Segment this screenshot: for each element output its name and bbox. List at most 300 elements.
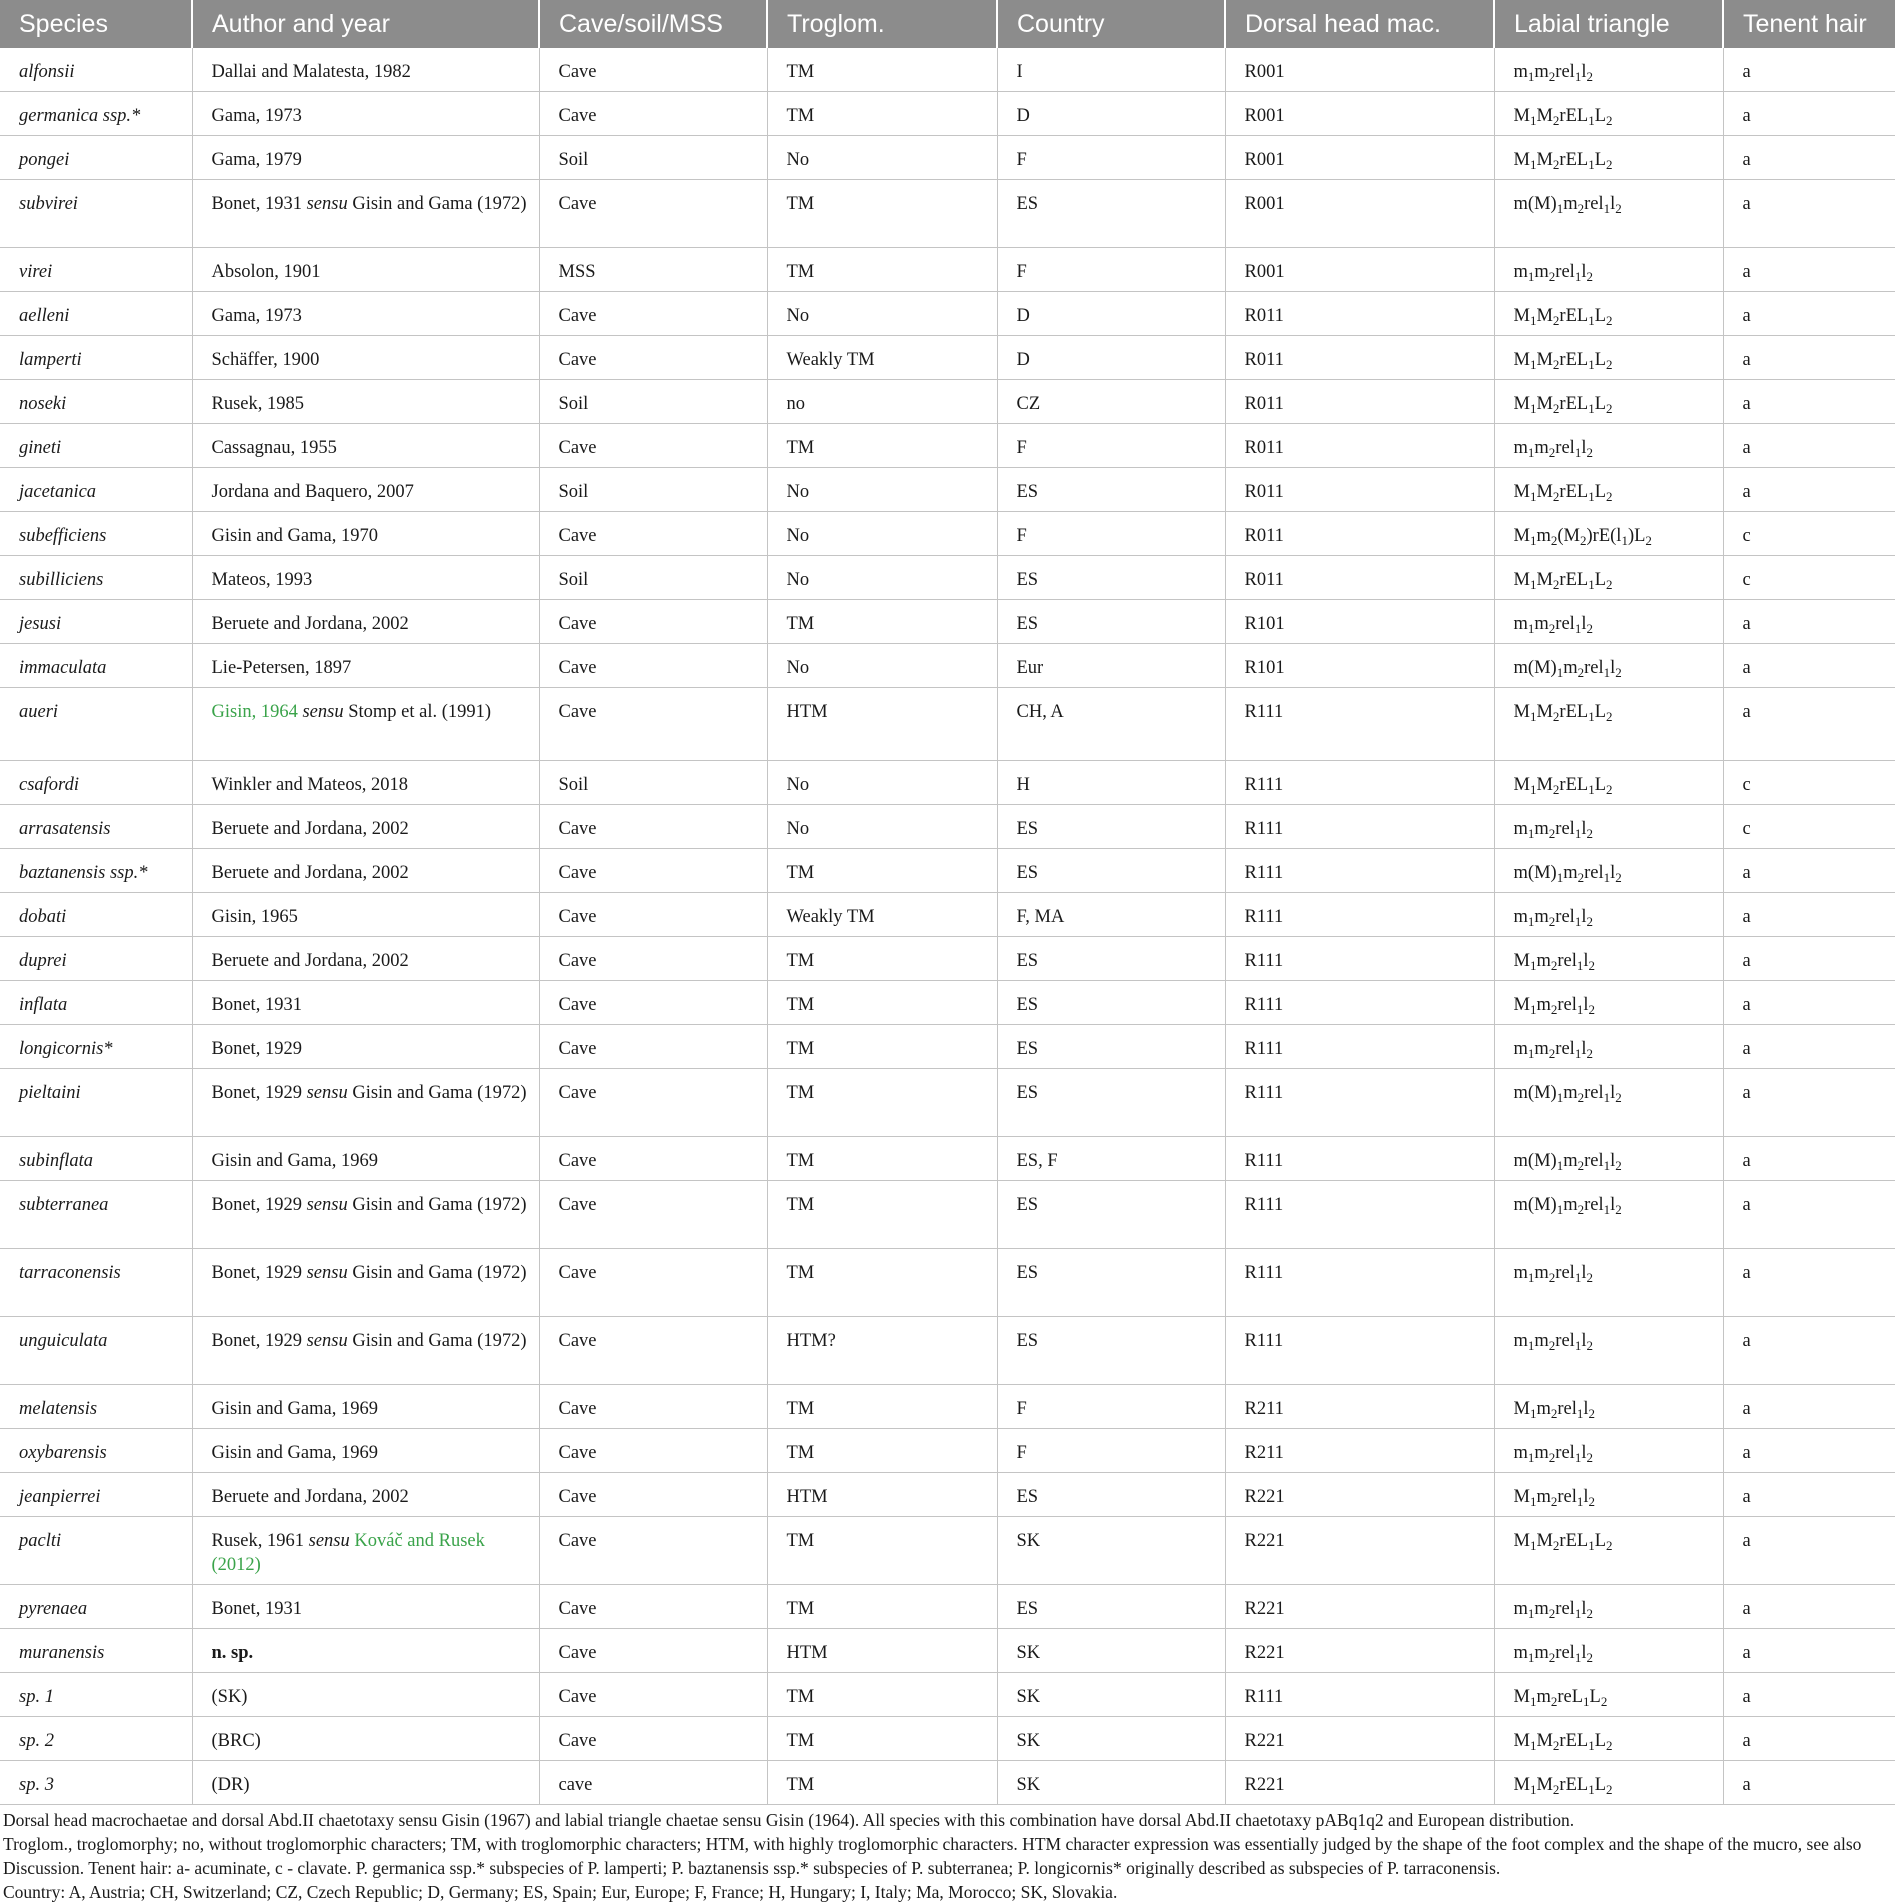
tenent-hair-cell: c xyxy=(1723,805,1895,849)
table-row xyxy=(0,1317,1895,1385)
country-cell: SK xyxy=(997,1629,1225,1673)
country-cell: SK xyxy=(997,1761,1225,1805)
author-year-cell: Bonet, 1931 xyxy=(192,981,539,1025)
table-row xyxy=(0,180,1895,248)
labial-triangle-cell: $M_1M_2rEL_1L_2$ xyxy=(1494,761,1723,805)
troglomorphy-cell: TM xyxy=(767,424,997,468)
species-cell: aelleni xyxy=(0,292,192,336)
country-cell: ES xyxy=(997,1317,1225,1385)
habitat-cell: Cave xyxy=(539,849,767,893)
habitat-cell: Cave xyxy=(539,1025,767,1069)
labial-triangle-cell: $m_1m_2rel_1l_2$ xyxy=(1494,1429,1723,1473)
author-year-cell: Gama, 1973 xyxy=(192,292,539,336)
habitat-cell: Cave xyxy=(539,805,767,849)
table-row xyxy=(0,1473,1895,1517)
author-year-cell: Rusek, 1961 sensu Kováč and Rusek (2012) xyxy=(192,1517,539,1585)
troglomorphy-cell: TM xyxy=(767,600,997,644)
dorsal-head-mac-cell: R111 xyxy=(1225,937,1494,981)
tenent-hair-cell: a xyxy=(1723,336,1895,380)
habitat-cell: Cave xyxy=(539,688,767,761)
column-troglomorphy-header: Troglom. xyxy=(767,0,997,48)
habitat-cell: Cave xyxy=(539,1069,767,1137)
country-cell: I xyxy=(997,48,1225,92)
dorsal-head-mac-cell: R011 xyxy=(1225,292,1494,336)
author-year-cell: Beruete and Jordana, 2002 xyxy=(192,937,539,981)
troglomorphy-cell: No xyxy=(767,468,997,512)
tenent-hair-cell: a xyxy=(1723,136,1895,180)
labial-triangle-cell: $M_1m_2rel_1l_2$ xyxy=(1494,1385,1723,1429)
troglomorphy-cell: TM xyxy=(767,1025,997,1069)
table-row xyxy=(0,1761,1895,1805)
troglomorphy-cell: Weakly TM xyxy=(767,336,997,380)
labial-triangle-cell: $M_1M_2rEL_1L_2$ xyxy=(1494,688,1723,761)
tenent-hair-cell: c xyxy=(1723,512,1895,556)
dorsal-head-mac-cell: R111 xyxy=(1225,1181,1494,1249)
dorsal-head-mac-cell: R111 xyxy=(1225,981,1494,1025)
table-row xyxy=(0,1629,1895,1673)
author-year-cell: Rusek, 1985 xyxy=(192,380,539,424)
troglomorphy-cell: TM xyxy=(767,1385,997,1429)
dorsal-head-mac-cell: R221 xyxy=(1225,1629,1494,1673)
tenent-hair-cell: a xyxy=(1723,937,1895,981)
dorsal-head-mac-cell: R001 xyxy=(1225,92,1494,136)
dorsal-head-mac-cell: R111 xyxy=(1225,1069,1494,1137)
author-year-cell: Schäffer, 1900 xyxy=(192,336,539,380)
species-cell: subefficiens xyxy=(0,512,192,556)
country-cell: ES xyxy=(997,1025,1225,1069)
labial-triangle-cell: $m_1m_2rel_1l_2$ xyxy=(1494,1629,1723,1673)
species-cell: jacetanica xyxy=(0,468,192,512)
author-year-cell: (DR) xyxy=(192,1761,539,1805)
species-cell: lamperti xyxy=(0,336,192,380)
labial-triangle-cell: $M_1m_2reL_1L_2$ xyxy=(1494,1673,1723,1717)
troglomorphy-cell: No xyxy=(767,512,997,556)
dorsal-head-mac-cell: R111 xyxy=(1225,761,1494,805)
tenent-hair-cell: a xyxy=(1723,1249,1895,1317)
author-year-cell: Gama, 1973 xyxy=(192,92,539,136)
tenent-hair-cell: c xyxy=(1723,761,1895,805)
troglomorphy-cell: HTM xyxy=(767,688,997,761)
habitat-cell: Cave xyxy=(539,1429,767,1473)
table-row xyxy=(0,937,1895,981)
species-cell: pongei xyxy=(0,136,192,180)
troglomorphy-cell: TM xyxy=(767,1137,997,1181)
dorsal-head-mac-cell: R221 xyxy=(1225,1473,1494,1517)
troglomorphy-cell: TM xyxy=(767,1429,997,1473)
column-habitat-header: Cave/soil/MSS xyxy=(539,0,767,48)
dorsal-head-mac-cell: R001 xyxy=(1225,180,1494,248)
dorsal-head-mac-cell: R221 xyxy=(1225,1517,1494,1585)
troglomorphy-cell: TM xyxy=(767,92,997,136)
labial-triangle-cell: $m(M)_1m_2rel_1l_2$ xyxy=(1494,180,1723,248)
country-cell: ES xyxy=(997,849,1225,893)
labial-triangle-cell: $M_1M_2rEL_1L_2$ xyxy=(1494,1517,1723,1585)
tenent-hair-cell: c xyxy=(1723,556,1895,600)
dorsal-head-mac-cell: R011 xyxy=(1225,556,1494,600)
table-row xyxy=(0,92,1895,136)
species-cell: aueri xyxy=(0,688,192,761)
author-year-cell: Jordana and Baquero, 2007 xyxy=(192,468,539,512)
dorsal-head-mac-cell: R011 xyxy=(1225,380,1494,424)
labial-triangle-cell: $m(M)_1m_2rel_1l_2$ xyxy=(1494,849,1723,893)
column-country-header: Country xyxy=(997,0,1225,48)
dorsal-head-mac-cell: R111 xyxy=(1225,1137,1494,1181)
table-row xyxy=(0,468,1895,512)
footnote-country: Country: A, Austria; CH, Switzerland; CZ, Czech Republic; D, Germany; ES, Spain; Eur, Europe; F, France; H, Hungary; I, Italy; Ma, Morocco; SK, Slovakia. xyxy=(3,1882,1118,1902)
country-cell: ES xyxy=(997,556,1225,600)
troglomorphy-cell: TM xyxy=(767,1673,997,1717)
tenent-hair-cell: a xyxy=(1723,1585,1895,1629)
troglomorphy-cell: No xyxy=(767,761,997,805)
table-row xyxy=(0,1069,1895,1137)
labial-triangle-cell: $m_1m_2rel_1l_2$ xyxy=(1494,1317,1723,1385)
habitat-cell: MSS xyxy=(539,248,767,292)
species-cell: tarraconensis xyxy=(0,1249,192,1317)
species-cell: unguiculata xyxy=(0,1317,192,1385)
labial-triangle-cell: $m_1m_2rel_1l_2$ xyxy=(1494,805,1723,849)
table-row xyxy=(0,48,1895,92)
author-year-cell: Gisin and Gama, 1970 xyxy=(192,512,539,556)
labial-triangle-cell: $m_1m_2rel_1l_2$ xyxy=(1494,1249,1723,1317)
dorsal-head-mac-cell: R001 xyxy=(1225,136,1494,180)
country-cell: ES xyxy=(997,468,1225,512)
troglomorphy-cell: TM xyxy=(767,1181,997,1249)
tenent-hair-cell: a xyxy=(1723,1629,1895,1673)
country-cell: F xyxy=(997,1429,1225,1473)
table-row xyxy=(0,556,1895,600)
table-row xyxy=(0,512,1895,556)
labial-triangle-cell: $M_1M_2rEL_1L_2$ xyxy=(1494,1717,1723,1761)
author-year-cell: Gisin, 1965 xyxy=(192,893,539,937)
author-year-cell: Gisin and Gama, 1969 xyxy=(192,1137,539,1181)
habitat-cell: Cave xyxy=(539,1473,767,1517)
tenent-hair-cell: a xyxy=(1723,1717,1895,1761)
country-cell: F xyxy=(997,136,1225,180)
habitat-cell: Cave xyxy=(539,292,767,336)
country-cell: ES xyxy=(997,180,1225,248)
habitat-cell: Cave xyxy=(539,937,767,981)
author-year-cell: Bonet, 1929 sensu Gisin and Gama (1972) xyxy=(192,1317,539,1385)
species-cell: alfonsii xyxy=(0,48,192,92)
table-row xyxy=(0,424,1895,468)
table-row xyxy=(0,1517,1895,1585)
labial-triangle-cell: $m_1m_2rel_1l_2$ xyxy=(1494,248,1723,292)
dorsal-head-mac-cell: R001 xyxy=(1225,248,1494,292)
habitat-cell: Cave xyxy=(539,180,767,248)
species-cell: noseki xyxy=(0,380,192,424)
labial-triangle-cell: $M_1M_2rEL_1L_2$ xyxy=(1494,556,1723,600)
author-year-cell: Gisin and Gama, 1969 xyxy=(192,1429,539,1473)
habitat-cell: Cave xyxy=(539,48,767,92)
species-cell: gineti xyxy=(0,424,192,468)
author-year-cell: Bonet, 1929 sensu Gisin and Gama (1972) xyxy=(192,1069,539,1137)
table-row xyxy=(0,600,1895,644)
species-cell: subterranea xyxy=(0,1181,192,1249)
dorsal-head-mac-cell: R111 xyxy=(1225,805,1494,849)
troglomorphy-cell: No xyxy=(767,805,997,849)
troglomorphy-cell: TM xyxy=(767,937,997,981)
table-row xyxy=(0,1181,1895,1249)
table-row xyxy=(0,1717,1895,1761)
troglomorphy-cell: TM xyxy=(767,48,997,92)
author-year-cell: Beruete and Jordana, 2002 xyxy=(192,1473,539,1517)
tenent-hair-cell: a xyxy=(1723,644,1895,688)
tenent-hair-cell: a xyxy=(1723,424,1895,468)
habitat-cell: Cave xyxy=(539,1249,767,1317)
labial-triangle-cell: $M_1m_2rel_1l_2$ xyxy=(1494,1473,1723,1517)
labial-triangle-cell: $m(M)_1m_2rel_1l_2$ xyxy=(1494,1069,1723,1137)
tenent-hair-cell: a xyxy=(1723,380,1895,424)
labial-triangle-cell: $M_1M_2rEL_1L_2$ xyxy=(1494,1761,1723,1805)
author-year-cell: Gisin, 1964 sensu Stomp et al. (1991) xyxy=(192,688,539,761)
dorsal-head-mac-cell: R221 xyxy=(1225,1761,1494,1805)
habitat-cell: Soil xyxy=(539,136,767,180)
troglomorphy-cell: TM xyxy=(767,981,997,1025)
country-cell: ES, F xyxy=(997,1137,1225,1181)
troglomorphy-cell: No xyxy=(767,556,997,600)
tenent-hair-cell: a xyxy=(1723,1385,1895,1429)
author-year-cell: Gama, 1979 xyxy=(192,136,539,180)
table-row xyxy=(0,248,1895,292)
labial-triangle-cell: $m(M)_1m_2rel_1l_2$ xyxy=(1494,644,1723,688)
troglomorphy-cell: TM xyxy=(767,1717,997,1761)
country-cell: SK xyxy=(997,1517,1225,1585)
dorsal-head-mac-cell: R011 xyxy=(1225,468,1494,512)
labial-triangle-cell: $m_1m_2rel_1l_2$ xyxy=(1494,48,1723,92)
habitat-cell: Cave xyxy=(539,981,767,1025)
table-header xyxy=(0,0,1895,48)
tenent-hair-cell: a xyxy=(1723,1473,1895,1517)
troglomorphy-cell: No xyxy=(767,136,997,180)
tenent-hair-cell: a xyxy=(1723,688,1895,761)
author-year-cell: Cassagnau, 1955 xyxy=(192,424,539,468)
tenent-hair-cell: a xyxy=(1723,1429,1895,1473)
country-cell: F xyxy=(997,248,1225,292)
habitat-cell: Cave xyxy=(539,1585,767,1629)
labial-triangle-cell: $M_1m_2rel_1l_2$ xyxy=(1494,981,1723,1025)
country-cell: SK xyxy=(997,1673,1225,1717)
table-row xyxy=(0,292,1895,336)
tenent-hair-cell: a xyxy=(1723,1069,1895,1137)
habitat-cell: Soil xyxy=(539,556,767,600)
habitat-cell: Cave xyxy=(539,893,767,937)
habitat-cell: Soil xyxy=(539,761,767,805)
tenent-hair-cell: a xyxy=(1723,468,1895,512)
table-row xyxy=(0,1429,1895,1473)
table-row xyxy=(0,1585,1895,1629)
habitat-cell: Cave xyxy=(539,1137,767,1181)
labial-triangle-cell: $m_1m_2rel_1l_2$ xyxy=(1494,1025,1723,1069)
column-species-header: Species xyxy=(0,0,192,48)
table-row xyxy=(0,136,1895,180)
column-dorsal-head-mac-header: Dorsal head mac. xyxy=(1225,0,1494,48)
troglomorphy-cell: no xyxy=(767,380,997,424)
labial-triangle-cell: $M_1M_2rEL_1L_2$ xyxy=(1494,92,1723,136)
dorsal-head-mac-cell: R221 xyxy=(1225,1717,1494,1761)
author-year-cell: Beruete and Jordana, 2002 xyxy=(192,849,539,893)
tenent-hair-cell: a xyxy=(1723,1673,1895,1717)
dorsal-head-mac-cell: R011 xyxy=(1225,512,1494,556)
species-cell: inflata xyxy=(0,981,192,1025)
species-cell: virei xyxy=(0,248,192,292)
author-year-cell: Bonet, 1929 sensu Gisin and Gama (1972) xyxy=(192,1181,539,1249)
species-cell: melatensis xyxy=(0,1385,192,1429)
table-row xyxy=(0,761,1895,805)
author-year-cell: (SK) xyxy=(192,1673,539,1717)
species-cell: subilliciens xyxy=(0,556,192,600)
species-cell: sp. 3 xyxy=(0,1761,192,1805)
country-cell: CH, A xyxy=(997,688,1225,761)
table-row xyxy=(0,849,1895,893)
habitat-cell: Cave xyxy=(539,644,767,688)
habitat-cell: Cave xyxy=(539,424,767,468)
table-row xyxy=(0,1025,1895,1069)
table-body xyxy=(0,48,1895,1805)
footnote-troglomorphy: Troglom., troglomorphy; no, without troglomorphic characters; TM, with troglomorphic characters; HTM, with highly troglomorphic characters. HTM character expression was essentially judged by the shape of the foot complex and the shape of the mucro, see also Discussion. Tenent hair: a- acuminate, c - clavate. P. germanica ssp.* subspecies of P. lamperti; P. baztanensis ssp.* subspecies of P. subterranea; P. longicornis* originally described as subspecies of P. tarraconensis. xyxy=(3,1834,1862,1878)
table-footnotes xyxy=(0,1805,1895,1904)
troglomorphy-cell: HTM xyxy=(767,1473,997,1517)
dorsal-head-mac-cell: R101 xyxy=(1225,644,1494,688)
footnote-chaetotaxy: Dorsal head macrochaetae and dorsal Abd.II chaetotaxy sensu Gisin (1967) and labial triangle chaetae sensu Gisin (1964). All species with this combination have dorsal Abd.II chaetotaxy pABq1q2 and European distribution. xyxy=(3,1810,1575,1830)
column-author-year-header: Author and year xyxy=(192,0,539,48)
author-year-cell: Dallai and Malatesta, 1982 xyxy=(192,48,539,92)
habitat-cell: Cave xyxy=(539,1517,767,1585)
habitat-cell: Soil xyxy=(539,380,767,424)
author-year-cell: Gisin and Gama, 1969 xyxy=(192,1385,539,1429)
habitat-cell: Cave xyxy=(539,1629,767,1673)
country-cell: SK xyxy=(997,1717,1225,1761)
tenent-hair-cell: a xyxy=(1723,893,1895,937)
species-cell: dobati xyxy=(0,893,192,937)
dorsal-head-mac-cell: R111 xyxy=(1225,1025,1494,1069)
author-year-cell: Bonet, 1929 xyxy=(192,1025,539,1069)
labial-triangle-cell: $m(M)_1m_2rel_1l_2$ xyxy=(1494,1137,1723,1181)
species-cell: jesusi xyxy=(0,600,192,644)
troglomorphy-cell: HTM? xyxy=(767,1317,997,1385)
dorsal-head-mac-cell: R101 xyxy=(1225,600,1494,644)
author-year-cell: Winkler and Mateos, 2018 xyxy=(192,761,539,805)
troglomorphy-cell: Weakly TM xyxy=(767,893,997,937)
tenent-hair-cell: a xyxy=(1723,1317,1895,1385)
habitat-cell: Cave xyxy=(539,336,767,380)
labial-triangle-cell: $M_1M_2rEL_1L_2$ xyxy=(1494,380,1723,424)
author-year-cell: Absolon, 1901 xyxy=(192,248,539,292)
troglomorphy-cell: TM xyxy=(767,248,997,292)
habitat-cell: Cave xyxy=(539,92,767,136)
country-cell: F xyxy=(997,512,1225,556)
author-year-cell: Beruete and Jordana, 2002 xyxy=(192,805,539,849)
dorsal-head-mac-cell: R211 xyxy=(1225,1429,1494,1473)
country-cell: ES xyxy=(997,1249,1225,1317)
species-cell: muranensis xyxy=(0,1629,192,1673)
labial-triangle-cell: $M_1M_2rEL_1L_2$ xyxy=(1494,336,1723,380)
dorsal-head-mac-cell: R221 xyxy=(1225,1585,1494,1629)
country-cell: ES xyxy=(997,981,1225,1025)
habitat-cell: Cave xyxy=(539,1385,767,1429)
country-cell: F, MA xyxy=(997,893,1225,937)
tenent-hair-cell: a xyxy=(1723,1025,1895,1069)
dorsal-head-mac-cell: R111 xyxy=(1225,1673,1494,1717)
dorsal-head-mac-cell: R011 xyxy=(1225,336,1494,380)
species-cell: arrasatensis xyxy=(0,805,192,849)
country-cell: F xyxy=(997,424,1225,468)
troglomorphy-cell: TM xyxy=(767,180,997,248)
troglomorphy-cell: No xyxy=(767,292,997,336)
author-year-cell: n. sp. xyxy=(192,1629,539,1673)
table-row xyxy=(0,336,1895,380)
tenent-hair-cell: a xyxy=(1723,981,1895,1025)
labial-triangle-cell: $m_1m_2rel_1l_2$ xyxy=(1494,893,1723,937)
tenent-hair-cell: a xyxy=(1723,248,1895,292)
labial-triangle-cell: $M_1M_2rEL_1L_2$ xyxy=(1494,468,1723,512)
species-cell: longicornis* xyxy=(0,1025,192,1069)
author-year-cell: Lie-Petersen, 1897 xyxy=(192,644,539,688)
country-cell: ES xyxy=(997,805,1225,849)
tenent-hair-cell: a xyxy=(1723,1761,1895,1805)
species-cell: pyrenaea xyxy=(0,1585,192,1629)
table-row xyxy=(0,1249,1895,1317)
dorsal-head-mac-cell: R111 xyxy=(1225,1317,1494,1385)
labial-triangle-cell: $M_1m_2rel_1l_2$ xyxy=(1494,937,1723,981)
country-cell: CZ xyxy=(997,380,1225,424)
table-row xyxy=(0,1673,1895,1717)
tenent-hair-cell: a xyxy=(1723,849,1895,893)
dorsal-head-mac-cell: R111 xyxy=(1225,893,1494,937)
table-row xyxy=(0,644,1895,688)
labial-triangle-cell: $M_1M_2rEL_1L_2$ xyxy=(1494,136,1723,180)
table-row xyxy=(0,380,1895,424)
troglomorphy-cell: TM xyxy=(767,849,997,893)
habitat-cell: Soil xyxy=(539,468,767,512)
country-cell: ES xyxy=(997,600,1225,644)
country-cell: Eur xyxy=(997,644,1225,688)
country-cell: ES xyxy=(997,1069,1225,1137)
table-row xyxy=(0,893,1895,937)
species-cell: oxybarensis xyxy=(0,1429,192,1473)
labial-triangle-cell: $m_1m_2rel_1l_2$ xyxy=(1494,600,1723,644)
country-cell: H xyxy=(997,761,1225,805)
author-year-cell: Beruete and Jordana, 2002 xyxy=(192,600,539,644)
tenent-hair-cell: a xyxy=(1723,48,1895,92)
table-row xyxy=(0,805,1895,849)
species-cell: sp. 2 xyxy=(0,1717,192,1761)
country-cell: ES xyxy=(997,1585,1225,1629)
habitat-cell: Cave xyxy=(539,1181,767,1249)
habitat-cell: Cave xyxy=(539,512,767,556)
troglomorphy-cell: TM xyxy=(767,1517,997,1585)
species-cell: paclti xyxy=(0,1517,192,1585)
dorsal-head-mac-cell: R011 xyxy=(1225,424,1494,468)
tenent-hair-cell: a xyxy=(1723,180,1895,248)
tenent-hair-cell: a xyxy=(1723,1181,1895,1249)
species-cell: baztanensis ssp.* xyxy=(0,849,192,893)
column-labial-triangle-header: Labial triangle xyxy=(1494,0,1723,48)
habitat-cell: Cave xyxy=(539,600,767,644)
troglomorphy-cell: TM xyxy=(767,1585,997,1629)
tenent-hair-cell: a xyxy=(1723,92,1895,136)
troglomorphy-cell: HTM xyxy=(767,1629,997,1673)
troglomorphy-cell: TM xyxy=(767,1069,997,1137)
troglomorphy-cell: TM xyxy=(767,1249,997,1317)
habitat-cell: Cave xyxy=(539,1673,767,1717)
labial-triangle-cell: $M_1m_2(M_2)rE(l_1)L_2$ xyxy=(1494,512,1723,556)
country-cell: ES xyxy=(997,1181,1225,1249)
country-cell: ES xyxy=(997,1473,1225,1517)
habitat-cell: Cave xyxy=(539,1317,767,1385)
species-cell: subvirei xyxy=(0,180,192,248)
species-cell: subinflata xyxy=(0,1137,192,1181)
species-cell: sp. 1 xyxy=(0,1673,192,1717)
